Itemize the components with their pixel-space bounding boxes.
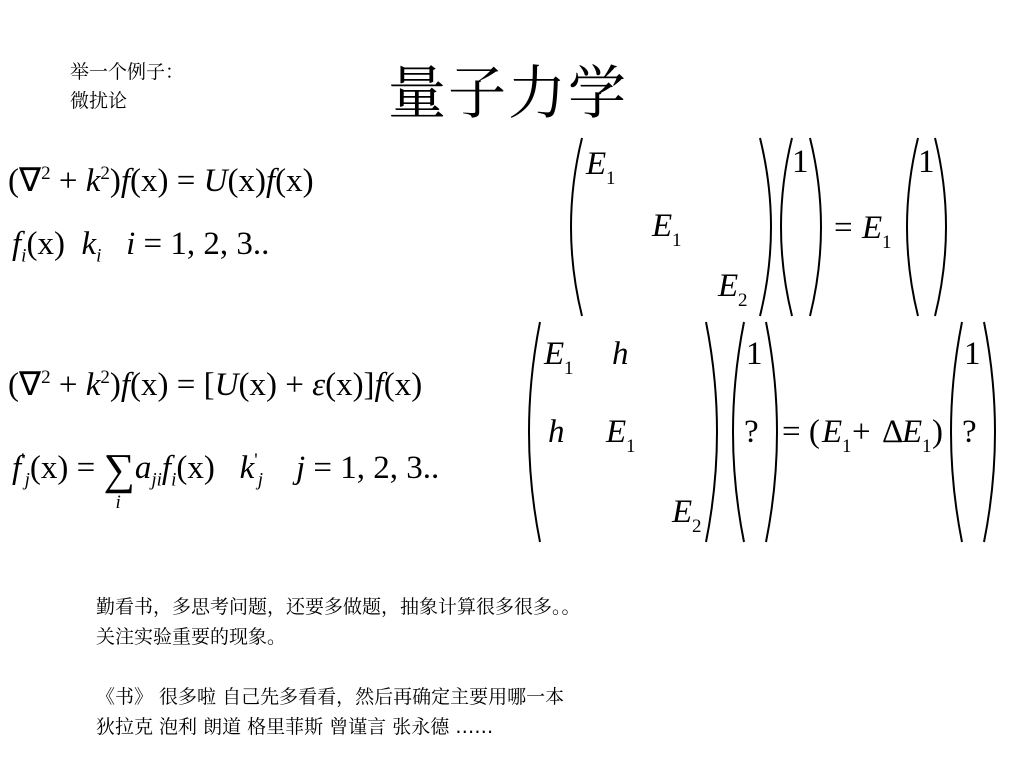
- m1-sub1-a: 1: [606, 168, 616, 189]
- vector2b-right-paren: [984, 322, 995, 542]
- m1-equals: =: [834, 210, 853, 246]
- m2-sub1-b: 1: [626, 436, 636, 457]
- m1-sub1-b: 1: [672, 230, 682, 251]
- note-spacer: [96, 652, 581, 682]
- m1-sub2: 2: [738, 290, 748, 311]
- m2-equals: = (: [782, 414, 820, 450]
- matrix2-left-paren: [529, 322, 540, 542]
- note-line-1: 勤看书，多思考问题，还要多做题，抽象计算很多很多。。: [96, 596, 581, 618]
- matrix1-left-paren: [571, 138, 582, 316]
- m1-E1-a: E: [586, 146, 607, 182]
- note-line-2: 关注实验重要的现象。: [96, 626, 287, 648]
- v1b-one: 1: [918, 144, 935, 180]
- m1-E2: E: [718, 268, 739, 304]
- vector2-left-paren: [733, 322, 744, 542]
- vector1-left-paren: [781, 138, 792, 316]
- v2-one: 1: [746, 336, 763, 372]
- v2-question: ?: [744, 414, 759, 450]
- m2-rhs-sub1: 1: [842, 436, 852, 457]
- m2-h-a: h: [612, 336, 629, 372]
- equation-eigenfunctions: $f_i(x)$ $k_i$ i = 1, 2, 3..: [12, 226, 270, 267]
- m1-rhs-E1: E: [862, 210, 883, 246]
- m2-E1-a: E: [544, 336, 565, 372]
- note-line-3: 《书》 很多啦 自己先多看看，然后再确定主要用哪一本: [96, 686, 565, 708]
- m2-close: ): [932, 414, 943, 450]
- equation-helmholtz: $(\nabla^2 + k^2)f(x) = U(x)f(x)$: [8, 163, 314, 199]
- m1-E1-b: E: [652, 208, 673, 244]
- page-title: 量子力学: [388, 59, 629, 127]
- note-line-4: 狄拉克 泡利 朗道 格里菲斯 曾谨言 张永德 ……: [96, 716, 494, 738]
- m2-rhs-E1b: E: [902, 414, 923, 450]
- vector1b-left-paren: [907, 138, 918, 316]
- equation-perturbed: $(\nabla^2 + k^2)f(x) = [U(x) + \varepsilon(x)]f(x)$: [8, 367, 423, 403]
- vector2-right-paren: [766, 322, 777, 542]
- vector2b-left-paren: [951, 322, 962, 542]
- m2-sub2: 2: [692, 516, 702, 537]
- intro-line-1: 举一个例子：: [70, 61, 185, 83]
- study-notes: [96, 592, 581, 742]
- matrix2-right-paren: [706, 322, 717, 542]
- m2-E2: E: [672, 494, 693, 530]
- m2-plus: +: [852, 414, 871, 450]
- m1-rhs-sub1: 1: [882, 232, 892, 253]
- v1-one: 1: [792, 144, 809, 180]
- m2-E1-b: E: [606, 414, 627, 450]
- v2b-one: 1: [964, 336, 981, 372]
- equation-expansion: $f'_j(x)$ = ∑ i $a_{ji}f_i(x)$ $k'_j$ j = 1, 2, 3..: [12, 445, 440, 513]
- intro-line-2: 微扰论: [70, 90, 128, 112]
- vector1-right-paren: [810, 138, 821, 316]
- v2b-question: ?: [962, 414, 977, 450]
- m2-sub1-a: 1: [564, 358, 574, 379]
- m2-h-b: h: [548, 414, 565, 450]
- vector1b-right-paren: [935, 138, 946, 316]
- m2-rhs-sub1b: 1: [922, 436, 932, 457]
- matrix1-right-paren: [760, 138, 771, 316]
- m2-rhs-E1: E: [822, 414, 843, 450]
- m2-delta: Δ: [882, 414, 904, 450]
